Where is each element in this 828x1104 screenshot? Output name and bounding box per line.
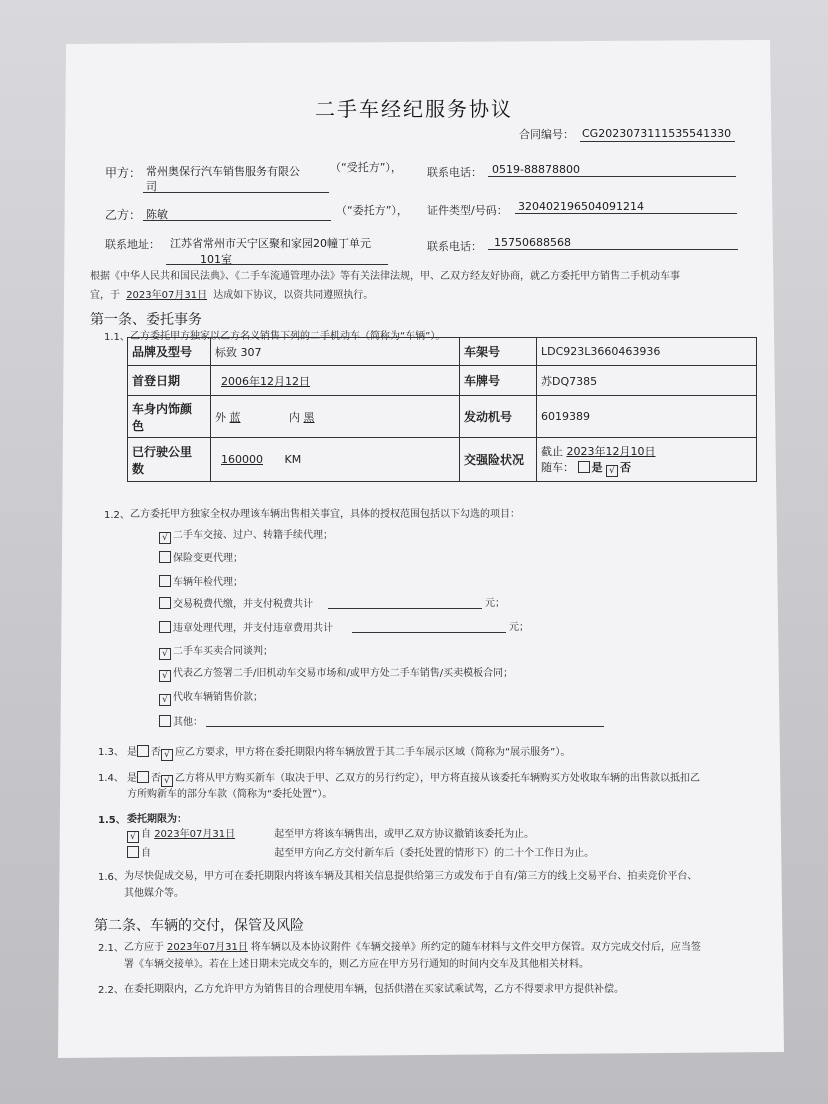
clause-1-5-option1-text: 起至甲方将该车辆售出，或甲乙双方协议撤销该委托为止。 xyxy=(274,829,535,840)
vin-label: 车架号 xyxy=(460,338,537,366)
clause-2-2-number: 2.2、 xyxy=(98,985,124,996)
page-title: 二手车经纪服务协议 xyxy=(315,97,513,121)
item-collect-payment-checkbox[interactable]: √ xyxy=(159,694,171,706)
item-violation-underline xyxy=(352,632,506,633)
party-a-label: 甲方： xyxy=(105,166,142,180)
plate-value: 苏DQ7385 xyxy=(537,366,757,396)
clause-1-4-yes-label: 是 xyxy=(127,773,137,784)
color-label-line1: 车身内饰颜 xyxy=(132,401,193,416)
item-other-underline xyxy=(206,726,604,727)
insurance-cell xyxy=(537,438,757,482)
reg-date-value: 2006年12月12日 xyxy=(221,374,310,388)
item-insurance-label: 保险变更代理； xyxy=(173,553,243,564)
item-insurance-checkbox[interactable] xyxy=(159,551,171,563)
exterior-prefix: 外 xyxy=(215,410,226,424)
item-other-checkbox[interactable] xyxy=(159,715,171,727)
item-tax xyxy=(159,597,313,612)
reg-date-cell xyxy=(211,366,460,396)
party-b-address-underline xyxy=(166,264,388,265)
vehicle-info-table xyxy=(127,337,757,482)
clause-1-3-no-checkbox[interactable]: √ xyxy=(161,749,173,761)
clause-1-5-option1-checkbox[interactable]: √ xyxy=(127,831,139,843)
item-tax-yuan: 元； xyxy=(485,598,505,609)
item-violation-yuan: 元； xyxy=(509,622,529,633)
clause-1-4-number: 1.4、 xyxy=(98,773,124,784)
contract-no-label: 合同编号： xyxy=(519,128,574,141)
clause-2-1-number: 2.1、 xyxy=(98,943,124,954)
clause-1-4 xyxy=(127,771,700,787)
clause-2-1-date: 2023年07月31日 xyxy=(167,942,248,953)
item-violation xyxy=(159,621,333,636)
clause-1-4-yes-checkbox[interactable] xyxy=(137,771,149,783)
item-tax-checkbox[interactable] xyxy=(159,597,171,609)
party-b-phone: 15750688568 xyxy=(494,236,571,249)
article-2-heading: 第二条、车辆的交付，保管及风险 xyxy=(94,918,304,934)
mileage-label-line1: 已行驶公里 xyxy=(132,444,193,459)
clause-1-5-option2-text: 起至甲方向乙方交付新车后（委托处置的情形下）的二十个工作日为止。 xyxy=(274,848,595,859)
item-collect-payment-label: 代收车辆销售价款； xyxy=(173,692,263,703)
with-car-yes-checkbox[interactable] xyxy=(578,461,590,473)
party-a-name-line2: 司 xyxy=(146,180,157,193)
item-insurance xyxy=(159,551,243,566)
clause-1-3-text: 应乙方要求，甲方将在委托期限内将车辆放置于其二手车展示区域（简称为“展示服务”）。 xyxy=(175,747,571,758)
insurance-label: 交强险状况 xyxy=(460,438,537,482)
item-inspection-checkbox[interactable] xyxy=(159,575,171,587)
party-b-address-line2: 101室 xyxy=(200,253,232,266)
with-car-no-checkbox[interactable]: √ xyxy=(606,465,618,477)
party-a-name-line1: 常州奥保行汽车销售服务有限公 xyxy=(146,165,300,178)
clause-2-2-text: 在委托期限内，乙方允许甲方为销售目的合理使用车辆，包括供潜在买家试乘试驾，乙方不得要求甲方提供补偿。 xyxy=(124,984,624,995)
preamble-line2 xyxy=(90,289,373,303)
preamble-line2-start: 宜，于 xyxy=(90,290,120,301)
party-b-phone-label: 联系电话： xyxy=(427,240,482,253)
insurance-date: 2023年12月10日 xyxy=(566,444,656,458)
clause-2-1-end: 将车辆以及本协议附件《车辆交接单》所约定的随车材料与文件交甲方保管。双方完成交付后，应当签 xyxy=(250,942,701,953)
clause-1-5-number: 1.5、 xyxy=(98,815,126,826)
clause-1-5-title: 委托期限为： xyxy=(127,814,187,825)
exterior-color: 蓝 xyxy=(229,410,241,424)
item-sign-contract-checkbox[interactable]: √ xyxy=(159,670,171,682)
article-1-heading: 第一条、委托事务 xyxy=(90,312,202,328)
clause-1-5-date: 2023年07月31日 xyxy=(154,829,236,840)
party-b-address-line1: 江苏省常州市天宁区聚和家园20幢丁单元 xyxy=(170,237,371,250)
clause-1-1-text: 乙方委托甲方独家以乙方名义销售下列的二手机动车（简称为“车辆”）。 xyxy=(130,331,446,342)
party-b-id-label: 证件类型/号码： xyxy=(427,204,508,217)
clause-1-4-text: 乙方将从甲方购买新车（取决于甲、乙双方的另行约定），甲方将直接从该委托车辆购买方处收取车辆的出售款以抵扣乙 xyxy=(175,773,700,784)
party-b-phone-underline xyxy=(488,249,738,250)
clause-2-1-line2: 署《车辆交接单》。若在上述日期未完成交车的，则乙方应在甲方另行通知的时间内交车及其他相关材料。 xyxy=(124,959,589,970)
item-negotiation-checkbox[interactable]: √ xyxy=(159,648,171,660)
party-b-address-label: 联系地址： xyxy=(105,238,160,251)
item-tax-underline xyxy=(328,608,482,609)
item-collect-payment xyxy=(159,691,263,706)
clause-1-4-no-label: 否 xyxy=(151,773,161,784)
color-label xyxy=(128,396,211,438)
engine-label: 发动机号 xyxy=(460,396,537,438)
contract-no: CG2023073111535541330 xyxy=(582,127,732,140)
clause-1-4-line2: 方所购新车的部分车款（简称为“委托处置”）。 xyxy=(127,789,333,800)
party-a-role: （“受托方”）， xyxy=(330,161,402,174)
clause-1-5-option2-from: 自 xyxy=(141,848,151,859)
party-b-underline xyxy=(143,220,331,221)
item-violation-checkbox[interactable] xyxy=(159,621,171,633)
item-sign-contract-label: 代表乙方签署二手/旧机动车交易市场和/或甲方处二手车销售/买卖模板合同； xyxy=(173,668,514,679)
party-b-id-no: 320402196504091214 xyxy=(518,200,644,213)
interior-color: 黑 xyxy=(303,410,315,424)
mileage-label xyxy=(128,438,211,482)
clause-1-2-number: 1.2、 xyxy=(104,510,130,521)
clause-1-5-option2 xyxy=(127,846,594,861)
mileage-cell xyxy=(211,438,460,482)
item-negotiation xyxy=(159,645,273,660)
brand-value: 标致 307 xyxy=(211,338,460,366)
clause-1-3-yes-checkbox[interactable] xyxy=(137,745,149,757)
item-sign-contract xyxy=(159,667,513,682)
item-inspection-label: 车辆年检代理； xyxy=(173,577,243,588)
contract-no-underline xyxy=(580,141,735,142)
clause-1-6-line1: 为尽快促成交易，甲方可在委托期限内将该车辆及其相关信息提供给第三方或发布于自有/第三方的线上交易平台、拍卖竞价平台、 xyxy=(124,871,698,882)
party-a-phone-label: 联系电话： xyxy=(427,166,482,179)
plate-label: 车牌号 xyxy=(460,366,537,396)
with-car-yes-label: 是 xyxy=(591,460,603,474)
color-cell xyxy=(211,396,460,438)
clause-1-6-line2: 其他媒介等。 xyxy=(124,888,184,899)
party-b-role: （“委托方”）， xyxy=(336,204,408,217)
preamble-line1: 根据《中华人民共和国民法典》、《二手车流通管理办法》等有关法律法规，甲、乙双方经友好协商，就乙方委托甲方销售二手机动车事 xyxy=(90,271,680,282)
insurance-prefix: 截止 xyxy=(541,444,563,458)
clause-1-3-number: 1.3、 xyxy=(98,747,124,758)
preamble-date: 2023年07月31日 xyxy=(126,290,208,301)
mileage-value: 160000 xyxy=(221,453,263,466)
item-other xyxy=(159,715,203,730)
party-b-id-underline xyxy=(515,213,737,214)
clause-1-5-option1-from: 自 xyxy=(141,829,151,840)
item-transfer-label: 二手车交接、过户、转籍手续代理； xyxy=(173,530,333,541)
clause-1-3 xyxy=(127,745,570,761)
brand-label: 品牌及型号 xyxy=(128,338,211,366)
preamble-line2-end: 达成如下协议，以资共同遵照执行。 xyxy=(213,290,374,301)
item-negotiation-label: 二手车买卖合同谈判； xyxy=(173,646,273,657)
item-violation-label: 违章处理代理，并支付违章费用共计 xyxy=(173,623,333,634)
item-transfer-checkbox[interactable]: √ xyxy=(159,532,171,544)
item-inspection xyxy=(159,575,243,590)
party-b-name: 陈敏 xyxy=(146,208,168,221)
with-car-label: 随车： xyxy=(541,460,574,474)
clause-1-6-number: 1.6、 xyxy=(98,872,124,883)
clause-1-2-text: 乙方委托甲方独家全权办理该车辆出售相关事宜，具体的授权范围包括以下勾选的项目： xyxy=(130,509,520,520)
item-transfer xyxy=(159,529,333,544)
clause-1-5-option2-checkbox[interactable] xyxy=(127,846,139,858)
clause-1-3-yes-label: 是 xyxy=(127,747,137,758)
party-a-phone-underline xyxy=(488,176,736,177)
mileage-unit: KM xyxy=(284,453,302,466)
engine-value: 6019389 xyxy=(537,396,757,438)
item-tax-label: 交易税费代缴，并支付税费共计 xyxy=(173,599,313,610)
party-a-underline xyxy=(143,192,329,193)
interior-prefix: 内 xyxy=(289,410,300,424)
party-b-label: 乙方： xyxy=(105,208,142,222)
reg-date-label: 首登日期 xyxy=(128,366,211,396)
color-label-line2: 色 xyxy=(132,418,145,433)
with-car-no-label: 否 xyxy=(620,460,631,474)
clause-1-1-number: 1.1、 xyxy=(104,332,130,343)
mileage-label-line2: 数 xyxy=(132,461,145,476)
clause-1-4-no-checkbox[interactable]: √ xyxy=(161,775,173,787)
party-a-phone: 0519-88878800 xyxy=(492,163,580,176)
clause-1-3-no-label: 否 xyxy=(151,747,161,758)
clause-2-1-start: 乙方应于 xyxy=(124,942,164,953)
item-other-label: 其他： xyxy=(173,717,203,728)
clause-1-5-option1 xyxy=(127,828,534,843)
vin-value: LDC923L3660463936 xyxy=(537,338,757,366)
clause-2-1-line1 xyxy=(124,941,701,955)
